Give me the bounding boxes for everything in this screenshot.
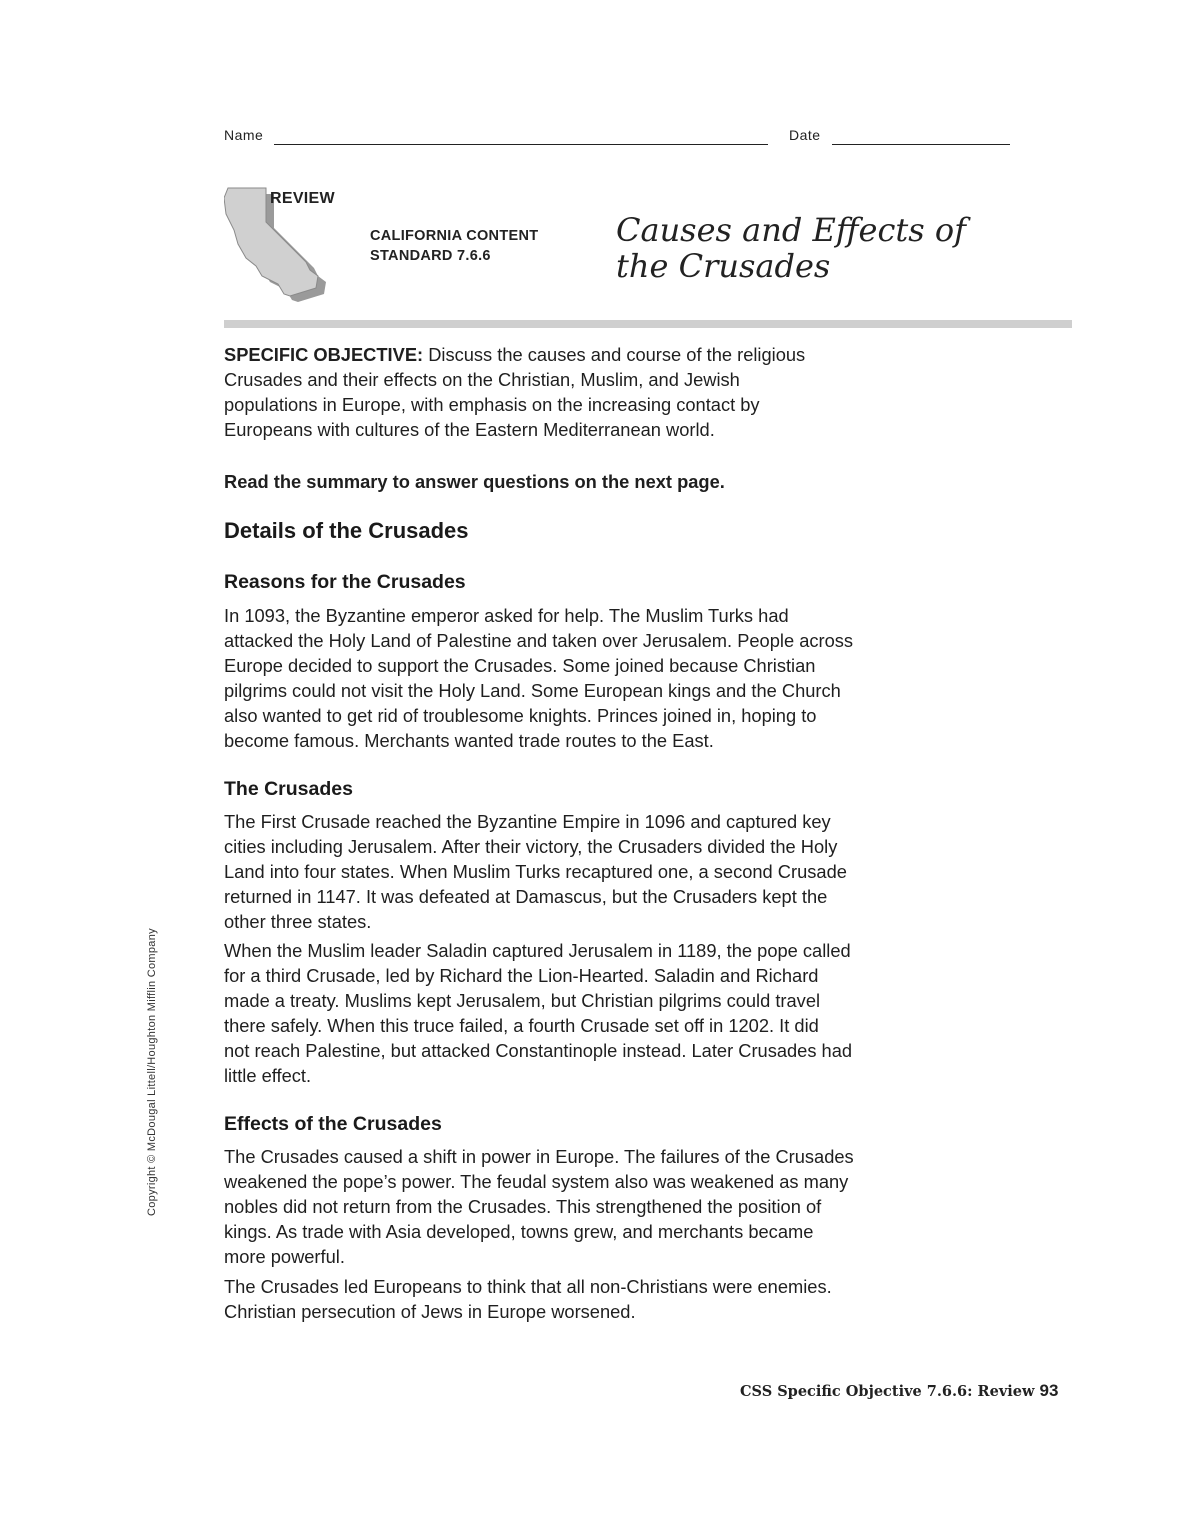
paragraph-line: The First Crusade reached the Byzantine Empire in 1096 and captured key bbox=[224, 811, 831, 832]
content-standard bbox=[370, 226, 538, 266]
footer-text: CSS Specific Objective 7.6.6: Review bbox=[740, 1383, 1035, 1400]
paragraph-line: more powerful. bbox=[224, 1246, 345, 1267]
paragraph-line: weakened the pope’s power. The feudal system also was weakened as many bbox=[224, 1171, 849, 1192]
main-heading: Details of the Crusades bbox=[224, 518, 469, 543]
paragraph-line: The Crusades caused a shift in power in Europe. The failures of the Crusades bbox=[224, 1146, 854, 1167]
paragraph-line: made a treaty. Muslims kept Jerusalem, but Christian pilgrims could travel bbox=[224, 990, 821, 1011]
paragraph-line: pilgrims could not visit the Holy Land. Some European kings and the Church bbox=[224, 680, 841, 701]
paragraph-line: returned in 1147. It was defeated at Damascus, but the Crusaders kept the bbox=[224, 886, 828, 907]
date-label: Date bbox=[789, 127, 821, 143]
paragraph-line: also wanted to get rid of troublesome knights. Princes joined in, hoping to bbox=[224, 705, 817, 726]
section-heading-reasons: Reasons for the Crusades bbox=[224, 571, 466, 593]
paragraph-line: there safely. When this truce failed, a fourth Crusade set off in 1202. It did bbox=[224, 1015, 819, 1036]
specific-objective bbox=[224, 342, 944, 442]
paragraph-line: kings. As trade with Asia developed, towns grew, and merchants became bbox=[224, 1221, 814, 1242]
section-body-crusades-2 bbox=[224, 938, 984, 1088]
instruction: Read the summary to answer questions on the next page. bbox=[224, 471, 725, 492]
objective-line-3: populations in Europe, with emphasis on the increasing contact by bbox=[224, 394, 760, 415]
paragraph-line: Land into four states. When Muslim Turks recaptured one, a second Crusade bbox=[224, 861, 847, 882]
paragraph-line: little effect. bbox=[224, 1065, 312, 1086]
section-body-reasons bbox=[224, 603, 984, 753]
objective-line-1: Discuss the causes and course of the religious bbox=[423, 344, 806, 365]
section-body-effects-2 bbox=[224, 1274, 984, 1324]
page-number: 93 bbox=[1039, 1381, 1059, 1400]
review-label: REVIEW bbox=[270, 190, 335, 207]
objective-line-4: Europeans with cultures of the Eastern Mediterranean world. bbox=[224, 419, 715, 440]
paragraph-line: become famous. Merchants wanted trade routes to the East. bbox=[224, 730, 714, 751]
paragraph-line: for a third Crusade, led by Richard the Lion-Hearted. Saladin and Richard bbox=[224, 965, 819, 986]
paragraph-line: The Crusades led Europeans to think that all non-Christians were enemies. bbox=[224, 1276, 832, 1297]
paragraph-line: attacked the Holy Land of Palestine and taken over Jerusalem. People across bbox=[224, 630, 854, 651]
date-field[interactable] bbox=[832, 144, 1010, 145]
title-line-2: the Crusades bbox=[616, 247, 831, 285]
section-heading-crusades: The Crusades bbox=[224, 778, 353, 800]
paragraph-line: Christian persecution of Jews in Europe worsened. bbox=[224, 1301, 636, 1322]
paragraph-line: cities including Jerusalem. After their victory, the Crusaders divided the Holy bbox=[224, 836, 838, 857]
paragraph-line: nobles did not return from the Crusades. This strengthened the position of bbox=[224, 1196, 822, 1217]
title-line-1: Causes and Effects of bbox=[616, 211, 966, 249]
objective-line-2: Crusades and their effects on the Christian, Muslim, and Jewish bbox=[224, 369, 740, 390]
section-heading-effects: Effects of the Crusades bbox=[224, 1113, 442, 1135]
objective-label: SPECIFIC OBJECTIVE: bbox=[224, 344, 424, 365]
section-body-effects bbox=[224, 1144, 984, 1269]
standard-line-2: STANDARD 7.6.6 bbox=[370, 248, 491, 264]
section-body-crusades bbox=[224, 809, 984, 934]
name-field[interactable] bbox=[274, 144, 768, 145]
paragraph-line: When the Muslim leader Saladin captured Jerusalem in 1189, the pope called bbox=[224, 940, 851, 961]
paragraph-line: In 1093, the Byzantine emperor asked for help. The Muslim Turks had bbox=[224, 605, 789, 626]
name-label: Name bbox=[224, 127, 264, 143]
header-divider bbox=[224, 320, 1072, 328]
paragraph-line: not reach Palestine, but attacked Constantinople instead. Later Crusades had bbox=[224, 1040, 853, 1061]
standard-line-1: CALIFORNIA CONTENT bbox=[370, 228, 539, 244]
paragraph-line: Europe decided to support the Crusades. Some joined because Christian bbox=[224, 655, 816, 676]
paragraph-line: other three states. bbox=[224, 911, 372, 932]
page-footer bbox=[740, 1381, 1058, 1401]
page-title bbox=[616, 212, 966, 284]
copyright-notice: Copyright © McDougal Littell/Houghton Mifflin Company bbox=[146, 928, 158, 1216]
